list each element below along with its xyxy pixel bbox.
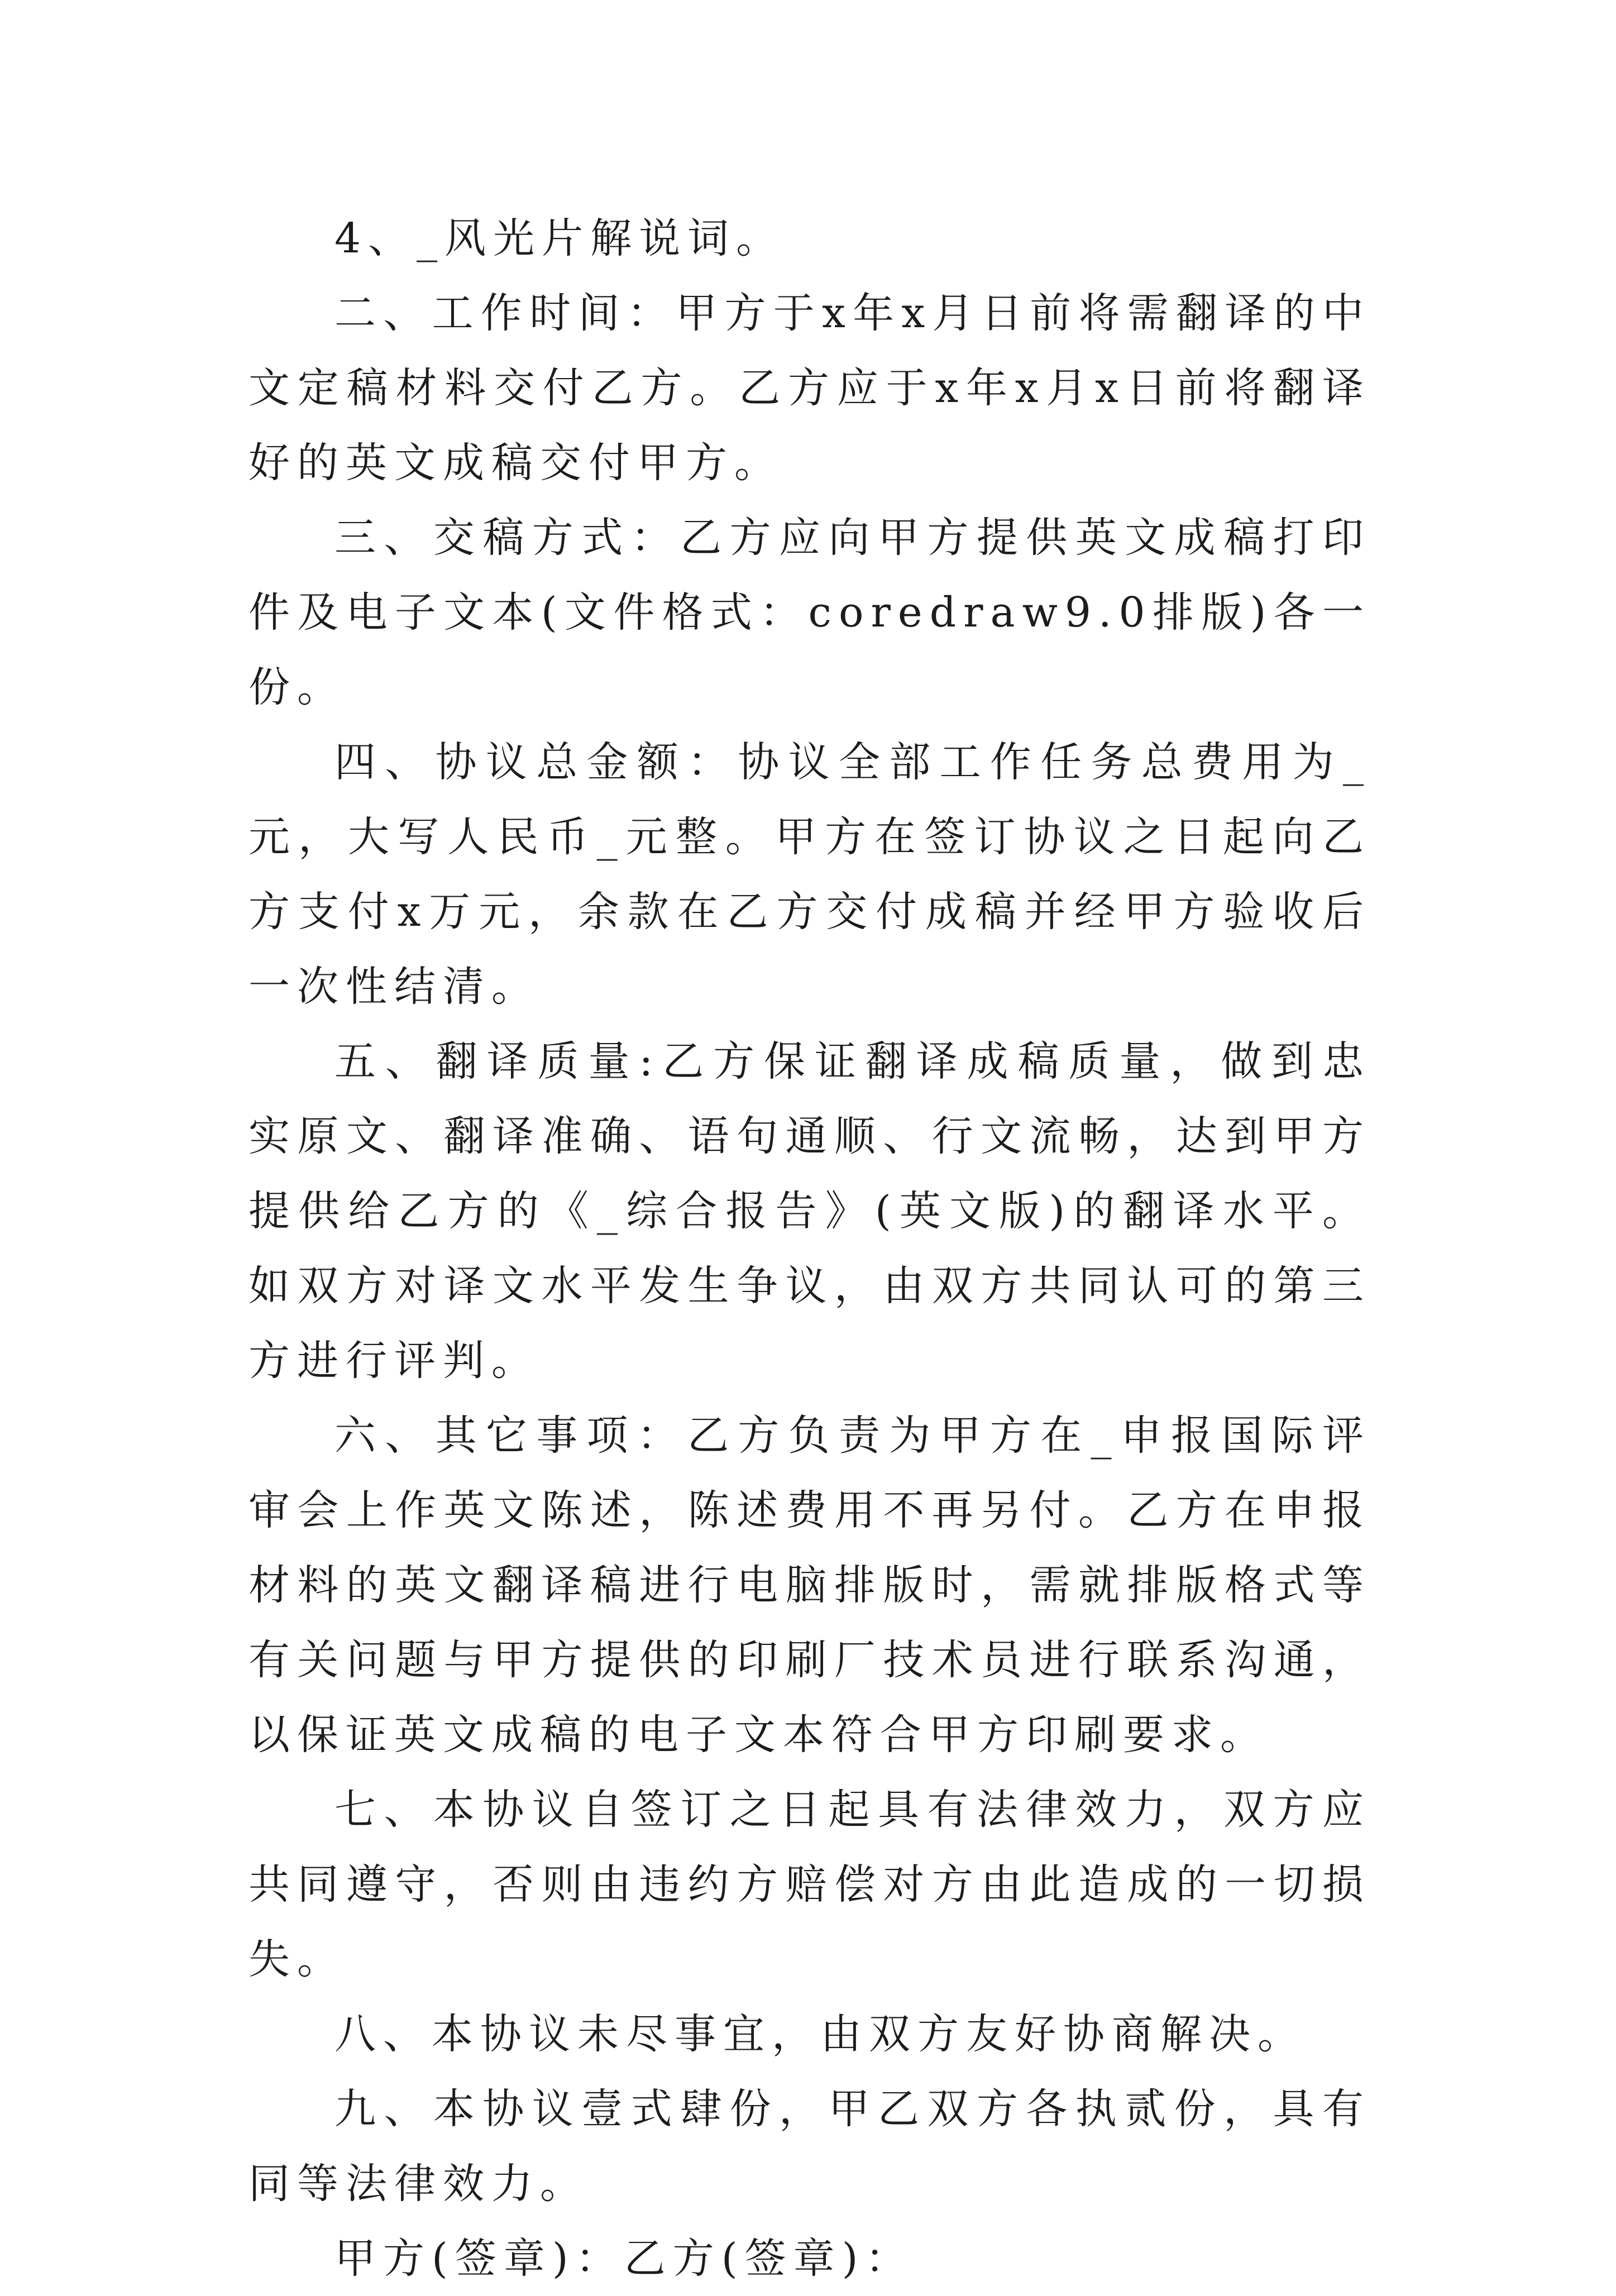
clause-copies: 九、本协议壹式肆份，甲乙双方各执贰份，具有同等法律效力。 (248, 2085, 1371, 2208)
clause-other-matters: 六、其它事项：乙方负责为甲方在_申报国际评审会上作英文陈述，陈述费用不再另付。乙方在申报材料的英文翻译稿进行电脑排版时，需就排版格式等有关问题与甲方提供的印刷厂技术员进行联系沟通，以保证英文成稿的电子文本符合甲方印刷要求。 (248, 1412, 1371, 1759)
clause-translation-quality: 五、翻译质量:乙方保证翻译成稿质量，做到忠实原文、翻译准确、语句通顺、行文流畅，达到甲方提供给乙方的《_综合报告》(英文版)的翻译水平。如双方对译文水平发生争议，由双方共同认可的第三方进行评判。 (248, 1037, 1371, 1385)
clause-delivery-method: 三、交稿方式：乙方应向甲方提供英文成稿打印件及电子文本(文件格式：coredraw9.0排版)各一份。 (248, 514, 1371, 711)
clause-work-time: 二、工作时间：甲方于x年x月日前将需翻译的中文定稿材料交付乙方。乙方应于x年x月x日前将翻译好的英文成稿交付甲方。 (248, 289, 1371, 487)
clause-total-amount: 四、协议总金额：协议全部工作任务总费用为_元，大写人民币_元整。甲方在签订协议之日起向乙方支付x万元，余款在乙方交付成稿并经甲方验收后一次性结清。 (248, 738, 1371, 1011)
document-body (248, 201, 1371, 2296)
signature-line: 甲方(签章)：乙方(签章)： (334, 2235, 914, 2283)
clause-unresolved-matters: 八、本协议未尽事宜，由双方友好协商解决。 (334, 2010, 1306, 2058)
clause-4-item: 4、_风光片解说词。 (334, 214, 785, 262)
clause-legal-effect: 七、本协议自签订之日起具有法律效力，双方应共同遵守，否则由违约方赔偿对方由此造成的一切损失。 (248, 1786, 1371, 1983)
